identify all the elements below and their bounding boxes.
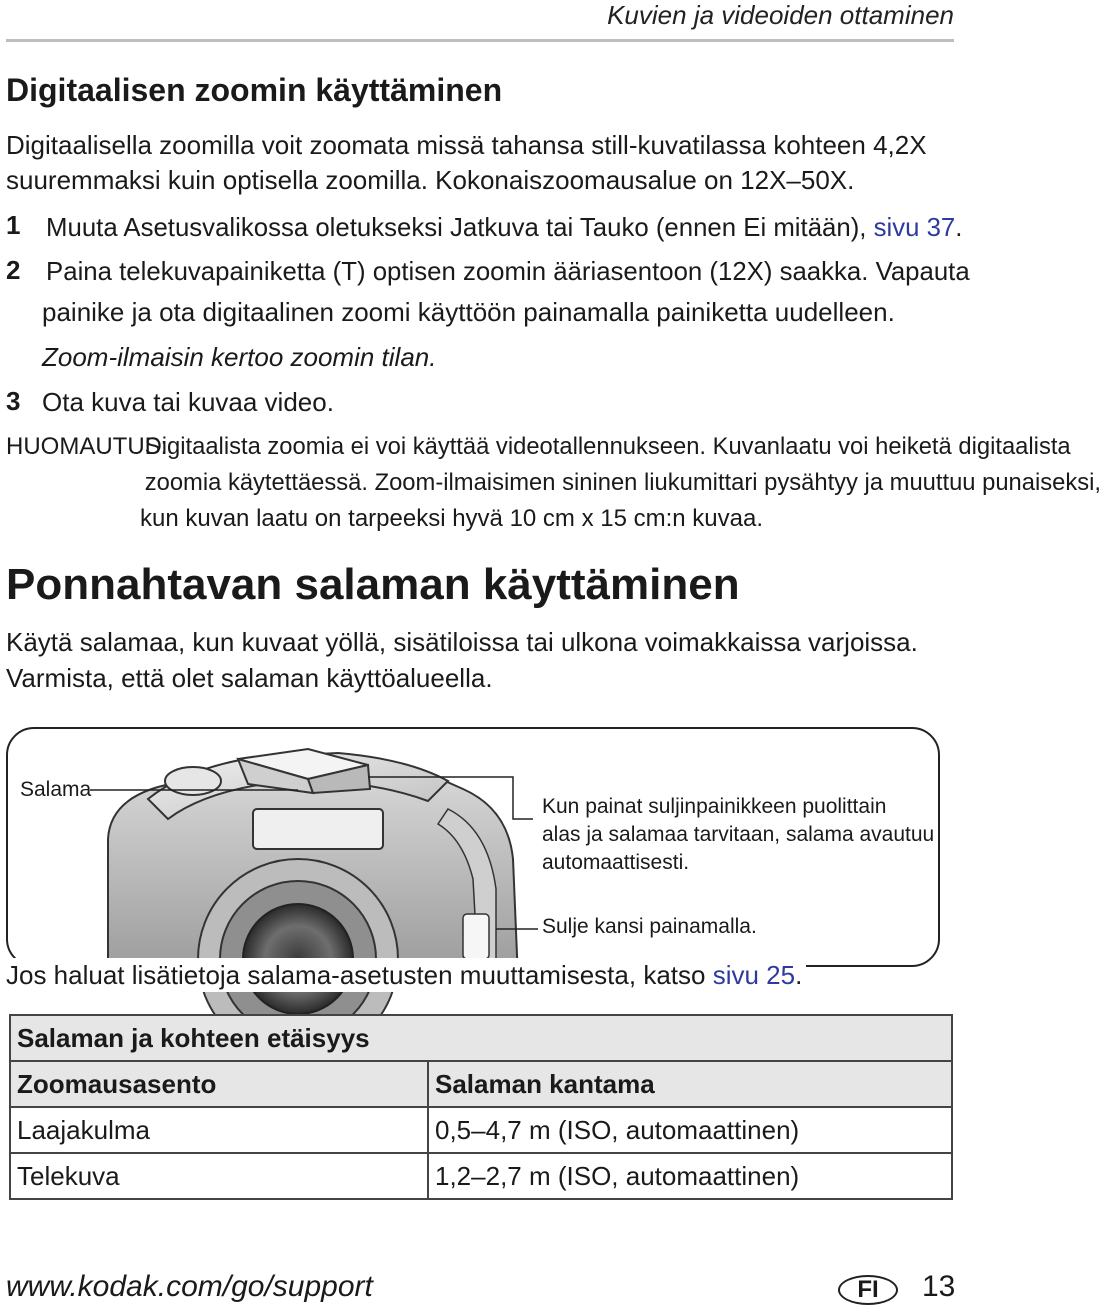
support-url[interactable]: www.kodak.com/go/support [6,1270,373,1303]
flash-intro-line-1: Käytä salamaa, kun kuvaat yöllä, sisätiloissa tai ulkona voimakkaissa varjoissa. [6,627,918,657]
table-cell: Laajakulma [10,1107,428,1153]
column-header-zoom: Zoomausasento [10,1061,428,1107]
step-1 [46,207,962,248]
flash-distance-table [9,1014,953,1200]
callout-line-1: Kun painat suljinpainikkeen puolittain [542,795,887,818]
more-info-text: Jos haluat lisätietoja salama-asetusten muuttamisesta, katso [6,960,713,990]
page-link-37[interactable]: sivu 37 [873,212,956,242]
language-badge: FI [838,1275,898,1305]
step-1-period: . [955,212,963,242]
note-line-1: Digitaalista zoomia ei voi käyttää videotallennukseen. Kuvanlaatu voi heiketä digitaalista [144,433,1071,460]
step-number-3: 3 [6,386,21,416]
page-link-25[interactable]: sivu 25 [712,960,796,990]
intro-line-2: suuremmaksi kuin optisella zoomilla. Kokonaiszoomausalue on 12X–50X. [6,165,855,195]
step-2-line-2: painike ja ota digitaalinen zoomi käyttöön painamalla painiketta uudelleen. [42,297,895,327]
table-title: Salaman ja kohteen etäisyys [10,1015,952,1061]
step-2-line-1: Paina telekuvapainiketta (T) optisen zoomin ääriasentoon (12X) saakka. Vapauta [46,256,970,286]
section-title-digital-zoom: Digitaalisen zoomin käyttäminen [6,72,503,108]
camera-illustration [8,729,942,969]
callout-line-2: alas ja salamaa tarvitaan, salama avautuu [542,823,935,846]
note-line-2: zoomia käytettäessä. Zoom-ilmaisimen sininen liukumittari pysähtyy ja muuttuu punaiseksi, [144,469,1101,496]
header-rule [6,39,954,42]
step-number-2: 2 [6,255,21,285]
step-2-result: Zoom-ilmaisin kertoo zoomin tilan. [42,342,437,372]
more-info-line [6,958,806,992]
table-title-row [10,1015,952,1061]
flash-figure [6,727,940,967]
intro-line-1: Digitaalisella zoomilla voit zoomata missä tahansa still-kuvatilassa kohteen 4,2X [6,130,927,160]
callout-close-cover: Sulje kansi painamalla. [542,915,757,938]
step-3: Ota kuva tai kuvaa video. [42,387,334,417]
table-cell: 0,5–4,7 m (ISO, automaattinen) [428,1107,952,1153]
table-cell: Telekuva [10,1153,428,1199]
table-header-row [10,1061,952,1107]
callout-line-3: automaattisesti. [542,851,690,874]
flash-label: Salama [20,778,92,801]
table-row [10,1153,952,1199]
table-cell: 1,2–2,7 m (ISO, automaattinen) [428,1153,952,1199]
section-title-flash: Ponnahtavan salaman käyttäminen [6,560,740,609]
step-number-1: 1 [6,210,21,240]
column-header-range: Salaman kantama [428,1061,952,1107]
running-header: Kuvien ja videoiden ottaminen [607,0,954,30]
flash-intro-line-2: Varmista, että olet salaman käyttöalueella. [6,663,493,693]
note-label: HUOMAUTUS: [6,433,168,460]
table-row [10,1107,952,1153]
step-1-text: Muuta Asetusvalikossa oletukseksi Jatkuva tai Tauko (ennen Ei mitään), [46,212,874,242]
more-info-period: . [795,960,803,990]
note-line-3: kun kuvan laatu on tarpeeksi hyvä 10 cm x 15 cm:n kuvaa. [140,505,764,532]
page-number: 13 [922,1270,956,1303]
